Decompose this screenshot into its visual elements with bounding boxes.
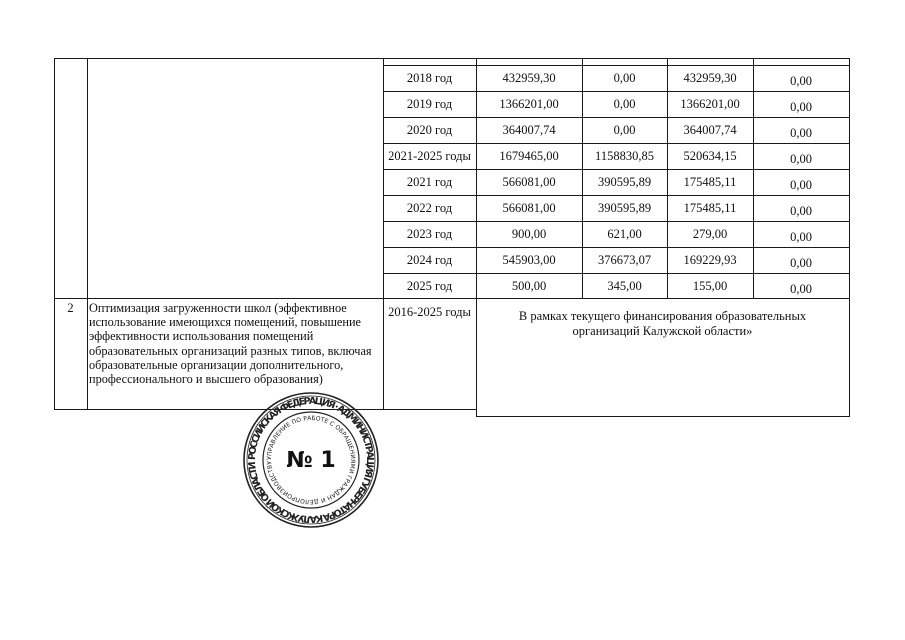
official-stamp-icon [240, 392, 382, 528]
cell-federal: 345,00 [607, 279, 642, 293]
cell-total: 566081,00 [502, 201, 556, 215]
cell-other: 0,00 [790, 256, 812, 270]
stamp-outer-text: РОССИЙСКАЯ ФЕДЕРАЦИЯ · АДМИНИСТРАЦИЯ ГУБЕРНАТОРА КАЛУЖСКОЙ ОБЛАСТИ [246, 395, 376, 525]
cell-other: 0,00 [790, 152, 812, 166]
cell-total: 566081,00 [502, 175, 556, 189]
cell-other: 0,00 [790, 100, 812, 114]
cell-regional: 520634,15 [683, 149, 737, 163]
cell-other: 0,00 [790, 282, 812, 296]
item-description: Оптимизация загруженности школ (эффективное использование имеющихся помещений, повышение эффективности использования помещений образовательных организаций разных типов, включая образовательные организации дополнительного, профессионального и высшего образования) [89, 301, 372, 387]
cell-total: 432959,30 [502, 71, 556, 85]
stamp-number: № 1 [286, 448, 336, 473]
cell-total: 364007,74 [502, 123, 556, 137]
cell-other: 0,00 [790, 204, 812, 218]
cell-regional: 175485,11 [683, 201, 737, 215]
cell-period: 2022 год [406, 201, 453, 215]
item-period: 2016-2025 годы [388, 305, 471, 319]
cell-regional: 169229,93 [683, 253, 737, 267]
cell-regional: 279,00 [692, 227, 728, 241]
stamp-inner-text: УПРАВЛЕНИЕ ПО РАБОТЕ С ОБРАЩЕНИЯМИ ГРАЖДАН И ДЕЛОПРОИЗВОДСТВУ [265, 414, 357, 506]
cell-federal: 0,00 [613, 71, 636, 85]
cell-federal: 621,00 [607, 227, 642, 241]
cell-total: 1366201,00 [499, 97, 559, 111]
cell-period: 2023 год [406, 227, 453, 241]
cell-regional: 175485,11 [683, 175, 737, 189]
cell-other: 0,00 [790, 178, 812, 192]
cell-total: 1679465,00 [499, 149, 559, 163]
cell-other: 0,00 [790, 126, 812, 140]
cell-other: 0,00 [790, 230, 812, 244]
cell-period: 2021 год [406, 175, 453, 189]
cell-regional: 155,00 [692, 279, 728, 293]
cell-federal: 390595,89 [597, 175, 652, 189]
cell-federal: 0,00 [613, 97, 636, 111]
cell-regional: 364007,74 [683, 123, 737, 137]
cell-other: 0,00 [790, 74, 812, 88]
cell-period: 2024 год [406, 253, 453, 267]
cell-period: 2025 год [406, 279, 453, 293]
cell-federal: 376673,07 [597, 253, 652, 267]
funding-note-line-2: организаций Калужской области» [572, 324, 753, 338]
cell-federal: 1158830,85 [595, 149, 654, 163]
cell-period: 2020 год [406, 123, 453, 137]
cell-total: 900,00 [511, 227, 547, 241]
cell-period: 2019 год [406, 97, 453, 111]
cell-period: 2018 год [406, 71, 453, 85]
funding-note-line-1: В рамках текущего финансирования образовательных [518, 309, 807, 323]
cell-federal: 0,00 [613, 123, 636, 137]
cell-total: 545903,00 [502, 253, 556, 267]
cell-regional: 432959,30 [683, 71, 737, 85]
cell-total: 500,00 [511, 279, 547, 293]
item-number: 2 [67, 301, 74, 315]
cell-federal: 390595,89 [597, 201, 652, 215]
cell-period: 2021-2025 годы [388, 149, 471, 163]
cell-regional: 1366201,00 [680, 97, 740, 111]
